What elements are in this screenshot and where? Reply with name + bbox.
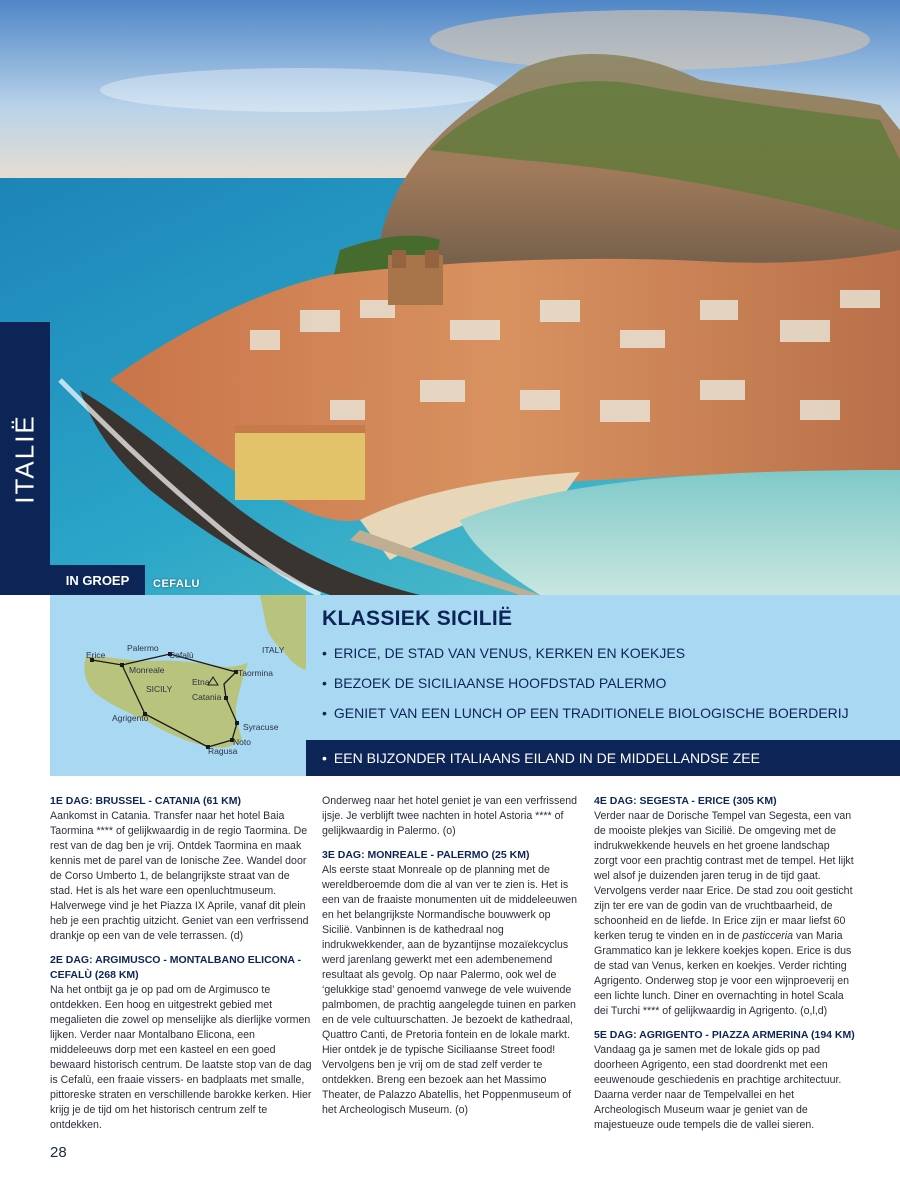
day-3-text: Als eerste staat Monreale op de planning met de wereldberoemde dom die al van ver te zien is. Het is een van de fraaiste monumenten uit de middeleeuwen en het belangrijkste Normandische bouwwerk op Sicilië. Vanbinnen is de kathedraal nog indrukwekkender, aan de byzantijnse mozaïekcyclus werd jarenlang gewerkt met een adembenemend resultaat als gevolg. Op naar Palermo, ook wel de ‘gelukkige stad’ genoemd vanwege de vele wuivende palmbomen, de prachtig aangelegde tuinen en parken en de vele cultuurschatten. Je bezoekt de kathedraal, Quattro Canti, de Pretoria fontein en de lokale markt. Hier ontdek je de typische Siciliaanse Street food! Vervolgens ben je vrij om de stad zelf verder te ontdekken. Breng een bezoek aan het Massimo Theater, de Palazzo Abatellis, het Poppenmuseum of het Archeologisch Museum. (o)	[322, 864, 578, 1116]
day-5-title: 5E DAG: AGRIGENTO - PIAZZA ARMERINA (194 KM)	[594, 1029, 855, 1041]
map-label-taormina: Taormina	[238, 668, 273, 678]
day-2-text-continued: Onderweg naar het hotel geniet je van een verfrissend ijsje. Je verblijft twee nachten in hotel Astoria **** of gelijkwaardig in Palermo. (o)	[322, 795, 578, 837]
day-2-text: Na het ontbijt ga je op pad om de Argimusco te ontdekken. Een hoog en uitgestrekt gebied met megalieten die zowel op menselijke als dierlijke vormen lijken. Verder naar Montalbano Elicona, een middeleeuws dorp met een kasteel en een goed bewaard historisch centrum. De laatste stop van de dag is Cefalù, een fraaie vissers- en badplaats met smalle, pittoreske straten en verschillende barokke kerken. Hier krijg je de tijd om het historisch centrum zelf te ontdekken.	[50, 984, 312, 1131]
day-4-text-em: pasticceria	[742, 930, 794, 942]
trip-title: KLASSIEK SICILIË	[322, 607, 513, 630]
day-1-title: 1E DAG: BRUSSEL - CATANIA (61 KM)	[50, 795, 241, 807]
itinerary-column-3	[594, 794, 856, 1142]
highlight-item: • GENIET VAN EEN LUNCH OP EEN TRADITIONELE BIOLOGISCHE BOERDERIJ	[322, 705, 884, 721]
day-4-title: 4E DAG: SEGESTA - ERICE (305 KM)	[594, 795, 777, 807]
highlight-item: • BEZOEK DE SICILIAANSE HOOFDSTAD PALERMO	[322, 675, 884, 691]
itinerary-column-1	[50, 794, 312, 1142]
map-label-erice: Erice	[86, 650, 106, 660]
group-badge: IN GROEP	[50, 565, 145, 595]
highlight-item: • ERICE, DE STAD VAN VENUS, KERKEN EN KOEKJES	[322, 645, 884, 661]
map-label-syracuse: Syracuse	[243, 722, 279, 732]
map-label-sicily: SICILY	[146, 684, 173, 694]
country-label: ITALIË	[9, 413, 40, 504]
map-label-monreale: Monreale	[129, 665, 165, 675]
itinerary-column-2	[322, 794, 584, 1127]
map-label-italy: ITALY	[262, 645, 285, 655]
map-label-noto: Noto	[233, 737, 251, 747]
map-label-catania: Catania	[192, 692, 222, 702]
day-4-text-b: van Maria Grammatico kan je lekkere koekjes kopen. Erice is dus de stad van Venus, kerken en koekjes. Verder richting Agrigento. Onderweg stop je voor een wijnproeverij en een lichte lunch. Diner en overnachting in hotel Scala dei Turchi **** of gelijkwaardig in Agrigento. (o,l,d)	[594, 930, 852, 1017]
page-number: 28	[50, 1144, 67, 1161]
day-2-title: 2E DAG: ARGIMUSCO - MONTALBANO ELICONA - CEFALÙ (268 KM)	[50, 954, 302, 981]
map-label-palermo: Palermo	[127, 643, 159, 653]
day-3-title: 3E DAG: MONREALE - PALERMO (25 KM)	[322, 849, 530, 861]
trip-tagline: • EEN BIJZONDER ITALIAANS EILAND IN DE MIDDELLANDSE ZEE	[306, 740, 900, 776]
trip-highlights	[322, 645, 884, 721]
map-label-ragusa: Ragusa	[208, 746, 238, 756]
map-shape	[50, 595, 306, 776]
country-tab	[0, 322, 50, 595]
map-label-etna: Etna	[192, 677, 210, 687]
trip-info-panel	[306, 595, 900, 740]
day-5-text: Vandaag ga je samen met de lokale gids op pad doorheen Agrigento, een stad doordrenkt met een eeuwenoude geschiedenis en prachtige architectuur. Daarna verder naar de Tempelvallei en het Archeologisch Museum waar je geniet van de majestueuze oude tempels die de vallei sieren.	[594, 1044, 842, 1131]
sicily-map	[50, 595, 306, 776]
photo-caption: CEFALU	[153, 578, 200, 590]
day-4-text-a: Verder naar de Dorische Tempel van Segesta, een van de mooiste plekjes van Sicilië. De omgeving met de indrukwekkende heuvels en het groene landschap zorgt voor een prachtig contrast met de tempel. Het lijkt wel alsof je duizenden jaren terug in de tijd gaat. Vervolgens verder naar Erice. De stad zou ooit gesticht zijn ter ere van de godin van de vruchtbaarheid, de schoonheid en de liefde. In Erice zijn er maar liefst 60 kerken terug te vinden en in de	[594, 810, 854, 942]
map-label-agrigento: Agrigento	[112, 713, 149, 723]
day-4-text	[594, 809, 856, 1019]
map-label-cefalu: Cefalù	[169, 650, 194, 660]
day-1-text: Aankomst in Catania. Transfer naar het hotel Baia Taormina **** of gelijkwaardig in de regio Taormina. De rest van de dag ben je vrij. Ontdek Taormina en maak kennis met de parel van de Ionische Zee. Wandel door de Corso Umberto 1, de belangrijkste straat van de stad. Het is als het ware een openluchtmuseum. Halverwege vind je het Piazza IX Aprile, vanaf dit plein heb je een prachtig uitzicht. Geniet van een verfrissend drankje op een van de vele terrassen. (d)	[50, 810, 309, 942]
